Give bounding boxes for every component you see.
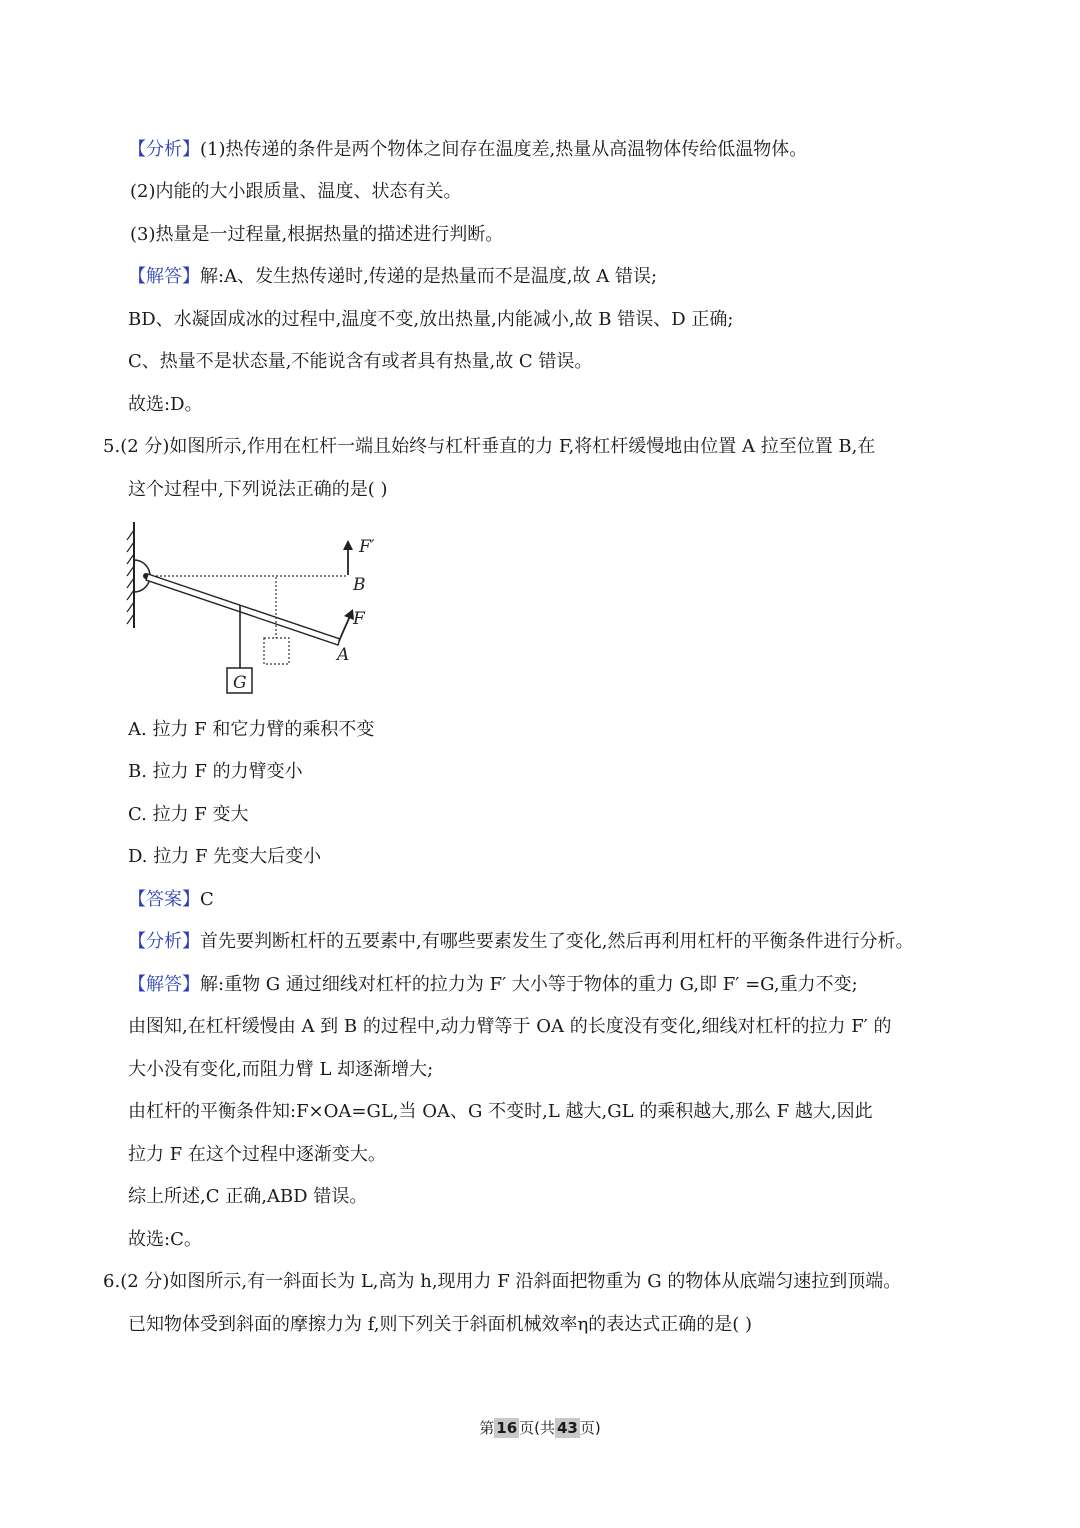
analysis-line-1: 【分析】(1)热传递的条件是两个物体之间存在温度差,热量从高温物体传给低温物体。 [128, 139, 808, 160]
question-5-line-2: 这个过程中,下列说法正确的是( ) [128, 479, 388, 500]
lever-position-a [146, 574, 340, 645]
total-page-number: 43 [557, 1419, 578, 1437]
option-b: B. 拉力 F 的力臂变小 [128, 761, 303, 782]
label-f: F [353, 609, 365, 629]
solution-choice: 故选:D。 [128, 394, 203, 415]
wall-hatching [127, 530, 134, 624]
analysis-5-line: 【分析】首先要判断杠杆的五要素中,有哪些要素发生了变化,然后再利用杠杆的平衡条件进行分析。 [128, 931, 914, 952]
solution-5-line-1: 【解答】解:重物 G 通过细线对杠杆的拉力为 F′ 大小等于物体的重力 G,即 F′ =G,重力不变; [128, 974, 858, 995]
solution-line-2: BD、水凝固成冰的过程中,温度不变,放出热量,内能减小,故 B 错误、D 正确; [128, 309, 734, 330]
lever-diagram [126, 520, 386, 700]
question-number: 5. [103, 436, 121, 457]
option-d: D. 拉力 F 先变大后变小 [128, 846, 322, 867]
label-b: B [353, 575, 366, 595]
label-f-prime: F′ [359, 537, 375, 557]
solution-5-choice: 故选:C。 [128, 1229, 202, 1250]
solution-line-3: C、热量不是状态量,不能说含有或者具有热量,故 C 错误。 [128, 351, 593, 372]
solution-line-1: 【解答】解:A、发生热传递时,传递的是热量而不是温度,故 A 错误; [128, 266, 658, 287]
option-a: A. 拉力 F 和它力臂的乘积不变 [128, 719, 375, 740]
question-6-line-1: 6.(2 分)如图所示,有一斜面长为 L,高为 h,现用力 F 沿斜面把物重为 G 的物体从底端匀速拉到顶端。 [103, 1271, 902, 1292]
solution-5-line-5: 拉力 F 在这个过程中逐渐变大。 [128, 1144, 386, 1165]
solution-5-line-4: 由杠杆的平衡条件知:F×OA=GL,当 OA、G 不变时,L 越大,GL 的乘积越大,那么 F 越大,因此 [128, 1101, 873, 1122]
question-5-line-1: 5.(2 分)如图所示,作用在杠杆一端且始终与杠杆垂直的力 F,将杠杆缓慢地由位置 A 拉至位置 B,在 [103, 436, 876, 457]
page-footer: 第 16 页(共 43 页) [479, 1419, 601, 1437]
analysis-tag: 【分析】 [128, 931, 200, 952]
force-f-prime-arrowhead [343, 540, 353, 550]
question-6-line-2: 已知物体受到斜面的摩擦力为 f,则下列关于斜面机械效率η的表达式正确的是( ) [128, 1314, 753, 1335]
dashed-weight [264, 638, 289, 664]
current-page-number: 16 [496, 1419, 518, 1437]
answer-tag: 【答案】 [128, 889, 200, 910]
solution-tag: 【解答】 [128, 266, 200, 287]
answer-line: 【答案】C [128, 889, 214, 910]
analysis-line-2: (2)内能的大小跟质量、温度、状态有关。 [130, 181, 462, 202]
label-a: A [337, 645, 350, 665]
solution-5-line-6: 综上所述,C 正确,ABD 错误。 [128, 1186, 368, 1207]
question-number: 6. [103, 1271, 121, 1292]
label-g: G [233, 673, 247, 693]
analysis-tag: 【分析】 [128, 139, 200, 160]
solution-5-line-2: 由图知,在杠杆缓慢由 A 到 B 的过程中,动力臂等于 OA 的长度没有变化,细线对杠杆的拉力 F′ 的 [128, 1016, 892, 1037]
analysis-line-3: (3)热量是一过程量,根据热量的描述进行判断。 [130, 224, 504, 245]
solution-tag: 【解答】 [128, 974, 200, 995]
force-f-arrow [339, 616, 350, 641]
solution-5-line-3: 大小没有变化,而阻力臂 L 却逐渐增大; [128, 1059, 434, 1080]
option-c: C. 拉力 F 变大 [128, 804, 249, 825]
